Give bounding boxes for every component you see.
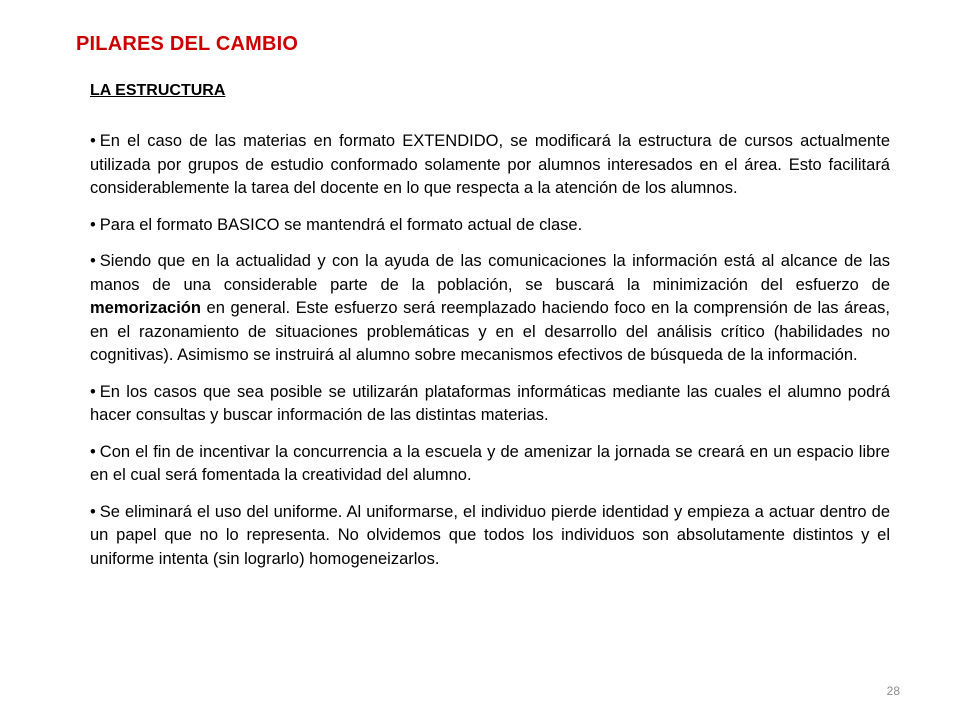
- bullet-icon: •: [90, 502, 96, 521]
- bullet-text-6: Se eliminará el uso del uniforme. Al uniformarse, el individuo pierde identidad y empieza a actuar dentro de un papel que no lo representa. No olvidemos que todos los individuos son absolutamente distintos y el uniforme intenta (sin lograrlo) homogeneizarlos.: [90, 502, 890, 568]
- page-number: 28: [886, 684, 900, 698]
- bold-term-memorizacion: memorización: [90, 299, 201, 317]
- bullet-paragraph-1: [90, 130, 890, 201]
- bullet-text-4: En los casos que sea posible se utilizarán plataformas informáticas mediante las cuales el alumno podrá hacer consultas y buscar información de las distintas materias.: [90, 382, 890, 424]
- bullet-paragraph-6: [90, 501, 890, 572]
- bullet-paragraph-5: [90, 441, 890, 488]
- bullet-list: [90, 130, 890, 584]
- bullet-icon: •: [90, 382, 96, 401]
- bullet-icon: •: [90, 215, 96, 234]
- bullet-text-1: En el caso de las materias en formato EXTENDIDO, se modificará la estructura de cursos actualmente utilizada por grupos de estudio conformado solamente por alumnos interesados en el área. Esto facilitará considerablemente la tarea del docente en lo que respecta a la atención de los alumnos.: [90, 132, 890, 197]
- section-heading: LA ESTRUCTURA: [90, 82, 226, 99]
- bullet-text-3-before: Siendo que en la actualidad y con la ayuda de las comunicaciones la información está al alcance de las manos de una considerable parte de la población, se buscará la minimización del esfuerzo de: [90, 252, 890, 294]
- slide-title: PILARES DEL CAMBIO: [76, 33, 299, 55]
- bullet-paragraph-4: [90, 381, 890, 428]
- bullet-icon: •: [90, 132, 96, 150]
- bullet-text-3-after: en general. Este esfuerzo será reemplazado haciendo foco en la comprensión de las áreas, en el razonamiento de situaciones problemáticas y en el desarrollo del análisis crítico (habilidades no cognitivas). Asimismo se instruirá al alumno sobre mecanismos efectivos de búsqueda de la información.: [90, 299, 890, 364]
- bullet-icon: •: [90, 252, 96, 270]
- bullet-paragraph-3: [90, 250, 890, 368]
- bullet-paragraph-2: [90, 214, 890, 238]
- bullet-text-5: Con el fin de incentivar la concurrencia a la escuela y de amenizar la jornada se creará en un espacio libre en el cual será fomentada la creatividad del alumno.: [90, 442, 890, 484]
- bullet-text-2: Para el formato BASICO se mantendrá el formato actual de clase.: [99, 215, 583, 234]
- bullet-icon: •: [90, 442, 96, 461]
